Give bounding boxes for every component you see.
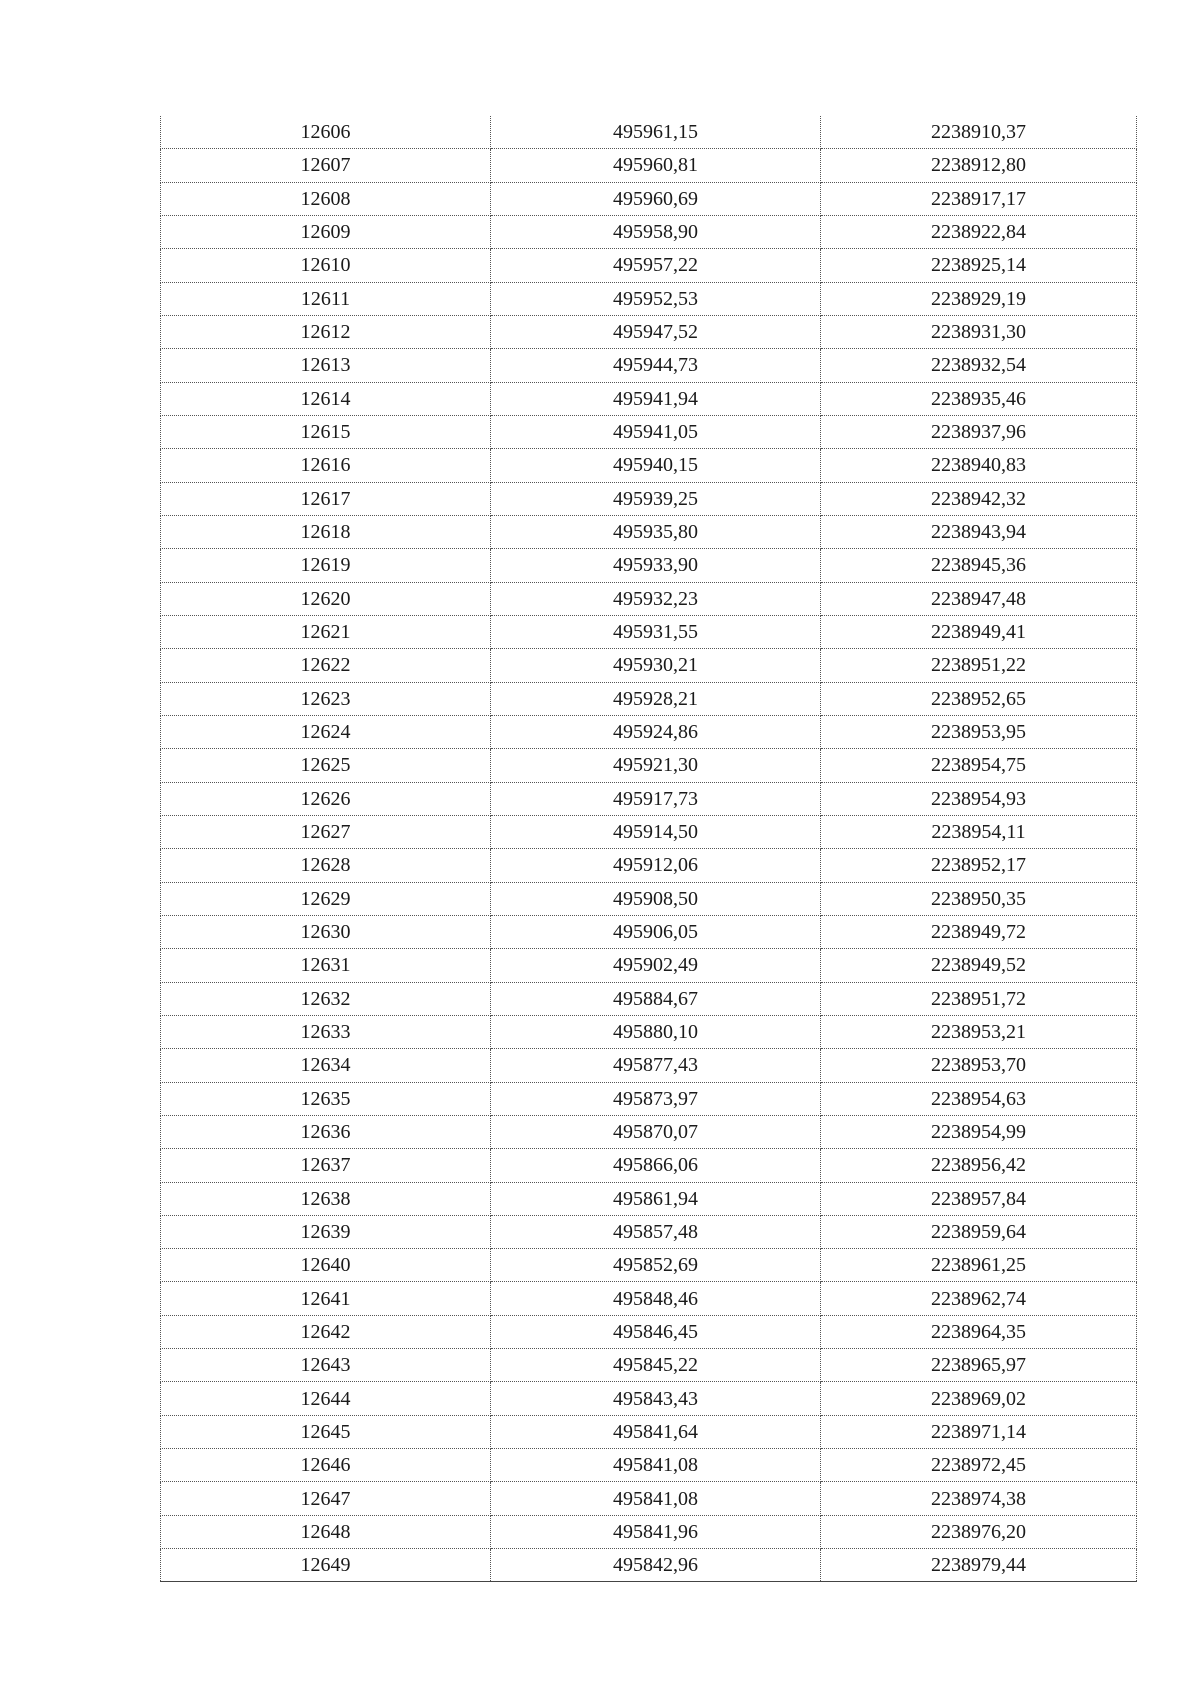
y-coordinate-cell: 2238950,35 bbox=[821, 882, 1137, 915]
point-number-cell: 12619 bbox=[161, 549, 491, 582]
table-row bbox=[161, 249, 1137, 282]
y-coordinate-cell: 2238943,94 bbox=[821, 515, 1137, 548]
point-number-cell: 12636 bbox=[161, 1115, 491, 1148]
y-coordinate-cell: 2238912,80 bbox=[821, 149, 1137, 182]
point-number-cell: 12630 bbox=[161, 915, 491, 948]
x-coordinate-cell: 495941,05 bbox=[491, 415, 821, 448]
table-row bbox=[161, 382, 1137, 415]
y-coordinate-cell: 2238957,84 bbox=[821, 1182, 1137, 1215]
point-number-cell: 12633 bbox=[161, 1015, 491, 1048]
x-coordinate-cell: 495924,86 bbox=[491, 715, 821, 748]
y-coordinate-cell: 2238952,65 bbox=[821, 682, 1137, 715]
point-number-cell: 12611 bbox=[161, 282, 491, 315]
table-row bbox=[161, 549, 1137, 582]
y-coordinate-cell: 2238974,38 bbox=[821, 1482, 1137, 1515]
table-row bbox=[161, 1249, 1137, 1282]
x-coordinate-cell: 495912,06 bbox=[491, 849, 821, 882]
x-coordinate-cell: 495841,96 bbox=[491, 1515, 821, 1548]
point-number-cell: 12622 bbox=[161, 649, 491, 682]
point-number-cell: 12606 bbox=[161, 116, 491, 149]
table-row bbox=[161, 1115, 1137, 1148]
table-row bbox=[161, 1349, 1137, 1382]
point-number-cell: 12625 bbox=[161, 749, 491, 782]
x-coordinate-cell: 495884,67 bbox=[491, 982, 821, 1015]
x-coordinate-cell: 495861,94 bbox=[491, 1182, 821, 1215]
y-coordinate-cell: 2238949,72 bbox=[821, 915, 1137, 948]
point-number-cell: 12649 bbox=[161, 1549, 491, 1582]
x-coordinate-cell: 495914,50 bbox=[491, 815, 821, 848]
table-row bbox=[161, 315, 1137, 348]
table-row bbox=[161, 782, 1137, 815]
point-number-cell: 12648 bbox=[161, 1515, 491, 1548]
table-row bbox=[161, 915, 1137, 948]
x-coordinate-cell: 495957,22 bbox=[491, 249, 821, 282]
table-row bbox=[161, 1282, 1137, 1315]
y-coordinate-cell: 2238956,42 bbox=[821, 1149, 1137, 1182]
x-coordinate-cell: 495873,97 bbox=[491, 1082, 821, 1115]
table-row bbox=[161, 649, 1137, 682]
table-row bbox=[161, 215, 1137, 248]
y-coordinate-cell: 2238940,83 bbox=[821, 449, 1137, 482]
x-coordinate-cell: 495960,69 bbox=[491, 182, 821, 215]
point-number-cell: 12631 bbox=[161, 949, 491, 982]
table-row bbox=[161, 1449, 1137, 1482]
x-coordinate-cell: 495841,64 bbox=[491, 1415, 821, 1448]
table-row bbox=[161, 1382, 1137, 1415]
point-number-cell: 12638 bbox=[161, 1182, 491, 1215]
x-coordinate-cell: 495866,06 bbox=[491, 1149, 821, 1182]
table-row bbox=[161, 1215, 1137, 1248]
x-coordinate-cell: 495843,43 bbox=[491, 1382, 821, 1415]
x-coordinate-cell: 495841,08 bbox=[491, 1449, 821, 1482]
x-coordinate-cell: 495941,94 bbox=[491, 382, 821, 415]
y-coordinate-cell: 2238945,36 bbox=[821, 549, 1137, 582]
point-number-cell: 12609 bbox=[161, 215, 491, 248]
table-row bbox=[161, 849, 1137, 882]
x-coordinate-cell: 495902,49 bbox=[491, 949, 821, 982]
y-coordinate-cell: 2238931,30 bbox=[821, 315, 1137, 348]
y-coordinate-cell: 2238954,93 bbox=[821, 782, 1137, 815]
y-coordinate-cell: 2238959,64 bbox=[821, 1215, 1137, 1248]
table-row bbox=[161, 116, 1137, 149]
y-coordinate-cell: 2238935,46 bbox=[821, 382, 1137, 415]
y-coordinate-cell: 2238962,74 bbox=[821, 1282, 1137, 1315]
point-number-cell: 12644 bbox=[161, 1382, 491, 1415]
point-number-cell: 12610 bbox=[161, 249, 491, 282]
point-number-cell: 12643 bbox=[161, 1349, 491, 1382]
x-coordinate-cell: 495930,21 bbox=[491, 649, 821, 682]
y-coordinate-cell: 2238953,70 bbox=[821, 1049, 1137, 1082]
y-coordinate-cell: 2238925,14 bbox=[821, 249, 1137, 282]
point-number-cell: 12615 bbox=[161, 415, 491, 448]
y-coordinate-cell: 2238969,02 bbox=[821, 1382, 1137, 1415]
table-row bbox=[161, 749, 1137, 782]
table-row bbox=[161, 982, 1137, 1015]
table-row bbox=[161, 582, 1137, 615]
x-coordinate-cell: 495932,23 bbox=[491, 582, 821, 615]
x-coordinate-cell: 495960,81 bbox=[491, 149, 821, 182]
point-number-cell: 12608 bbox=[161, 182, 491, 215]
point-number-cell: 12646 bbox=[161, 1449, 491, 1482]
point-number-cell: 12621 bbox=[161, 615, 491, 648]
point-number-cell: 12642 bbox=[161, 1315, 491, 1348]
coordinates-table-body bbox=[161, 116, 1137, 1582]
point-number-cell: 12639 bbox=[161, 1215, 491, 1248]
x-coordinate-cell: 495880,10 bbox=[491, 1015, 821, 1048]
y-coordinate-cell: 2238965,97 bbox=[821, 1349, 1137, 1382]
x-coordinate-cell: 495939,25 bbox=[491, 482, 821, 515]
table-row bbox=[161, 449, 1137, 482]
x-coordinate-cell: 495917,73 bbox=[491, 782, 821, 815]
table-row bbox=[161, 515, 1137, 548]
y-coordinate-cell: 2238951,72 bbox=[821, 982, 1137, 1015]
coordinates-table bbox=[160, 116, 1137, 1582]
table-row bbox=[161, 1515, 1137, 1548]
table-row bbox=[161, 1415, 1137, 1448]
y-coordinate-cell: 2238954,11 bbox=[821, 815, 1137, 848]
y-coordinate-cell: 2238949,52 bbox=[821, 949, 1137, 982]
table-row bbox=[161, 349, 1137, 382]
table-row bbox=[161, 182, 1137, 215]
point-number-cell: 12614 bbox=[161, 382, 491, 415]
y-coordinate-cell: 2238972,45 bbox=[821, 1449, 1137, 1482]
y-coordinate-cell: 2238947,48 bbox=[821, 582, 1137, 615]
x-coordinate-cell: 495958,90 bbox=[491, 215, 821, 248]
y-coordinate-cell: 2238922,84 bbox=[821, 215, 1137, 248]
table-row bbox=[161, 1049, 1137, 1082]
table-row bbox=[161, 1149, 1137, 1182]
x-coordinate-cell: 495908,50 bbox=[491, 882, 821, 915]
x-coordinate-cell: 495961,15 bbox=[491, 116, 821, 149]
table-row bbox=[161, 682, 1137, 715]
point-number-cell: 12641 bbox=[161, 1282, 491, 1315]
point-number-cell: 12617 bbox=[161, 482, 491, 515]
x-coordinate-cell: 495940,15 bbox=[491, 449, 821, 482]
x-coordinate-cell: 495952,53 bbox=[491, 282, 821, 315]
point-number-cell: 12637 bbox=[161, 1149, 491, 1182]
table-row bbox=[161, 1182, 1137, 1215]
x-coordinate-cell: 495906,05 bbox=[491, 915, 821, 948]
table-row bbox=[161, 615, 1137, 648]
x-coordinate-cell: 495846,45 bbox=[491, 1315, 821, 1348]
y-coordinate-cell: 2238971,14 bbox=[821, 1415, 1137, 1448]
table-row bbox=[161, 482, 1137, 515]
table-row bbox=[161, 415, 1137, 448]
point-number-cell: 12640 bbox=[161, 1249, 491, 1282]
x-coordinate-cell: 495845,22 bbox=[491, 1349, 821, 1382]
x-coordinate-cell: 495852,69 bbox=[491, 1249, 821, 1282]
y-coordinate-cell: 2238910,37 bbox=[821, 116, 1137, 149]
point-number-cell: 12635 bbox=[161, 1082, 491, 1115]
point-number-cell: 12613 bbox=[161, 349, 491, 382]
x-coordinate-cell: 495848,46 bbox=[491, 1282, 821, 1315]
y-coordinate-cell: 2238932,54 bbox=[821, 349, 1137, 382]
y-coordinate-cell: 2238979,44 bbox=[821, 1549, 1137, 1582]
x-coordinate-cell: 495921,30 bbox=[491, 749, 821, 782]
table-row bbox=[161, 282, 1137, 315]
y-coordinate-cell: 2238929,19 bbox=[821, 282, 1137, 315]
y-coordinate-cell: 2238954,99 bbox=[821, 1115, 1137, 1148]
point-number-cell: 12634 bbox=[161, 1049, 491, 1082]
y-coordinate-cell: 2238954,63 bbox=[821, 1082, 1137, 1115]
point-number-cell: 12645 bbox=[161, 1415, 491, 1448]
point-number-cell: 12632 bbox=[161, 982, 491, 1015]
table-row bbox=[161, 1482, 1137, 1515]
table-row bbox=[161, 1082, 1137, 1115]
point-number-cell: 12618 bbox=[161, 515, 491, 548]
point-number-cell: 12616 bbox=[161, 449, 491, 482]
point-number-cell: 12627 bbox=[161, 815, 491, 848]
x-coordinate-cell: 495928,21 bbox=[491, 682, 821, 715]
table-row bbox=[161, 1315, 1137, 1348]
point-number-cell: 12628 bbox=[161, 849, 491, 882]
point-number-cell: 12626 bbox=[161, 782, 491, 815]
x-coordinate-cell: 495877,43 bbox=[491, 1049, 821, 1082]
y-coordinate-cell: 2238976,20 bbox=[821, 1515, 1137, 1548]
y-coordinate-cell: 2238961,25 bbox=[821, 1249, 1137, 1282]
point-number-cell: 12620 bbox=[161, 582, 491, 615]
y-coordinate-cell: 2238942,32 bbox=[821, 482, 1137, 515]
x-coordinate-cell: 495870,07 bbox=[491, 1115, 821, 1148]
point-number-cell: 12647 bbox=[161, 1482, 491, 1515]
table-row bbox=[161, 882, 1137, 915]
y-coordinate-cell: 2238951,22 bbox=[821, 649, 1137, 682]
y-coordinate-cell: 2238949,41 bbox=[821, 615, 1137, 648]
y-coordinate-cell: 2238954,75 bbox=[821, 749, 1137, 782]
y-coordinate-cell: 2238952,17 bbox=[821, 849, 1137, 882]
x-coordinate-cell: 495857,48 bbox=[491, 1215, 821, 1248]
x-coordinate-cell: 495933,90 bbox=[491, 549, 821, 582]
x-coordinate-cell: 495842,96 bbox=[491, 1549, 821, 1582]
x-coordinate-cell: 495841,08 bbox=[491, 1482, 821, 1515]
x-coordinate-cell: 495947,52 bbox=[491, 315, 821, 348]
y-coordinate-cell: 2238937,96 bbox=[821, 415, 1137, 448]
y-coordinate-cell: 2238964,35 bbox=[821, 1315, 1137, 1348]
x-coordinate-cell: 495931,55 bbox=[491, 615, 821, 648]
point-number-cell: 12607 bbox=[161, 149, 491, 182]
point-number-cell: 12623 bbox=[161, 682, 491, 715]
table-row bbox=[161, 1015, 1137, 1048]
point-number-cell: 12624 bbox=[161, 715, 491, 748]
table-row bbox=[161, 815, 1137, 848]
table-row bbox=[161, 1549, 1137, 1582]
y-coordinate-cell: 2238953,95 bbox=[821, 715, 1137, 748]
point-number-cell: 12612 bbox=[161, 315, 491, 348]
point-number-cell: 12629 bbox=[161, 882, 491, 915]
table-row bbox=[161, 149, 1137, 182]
x-coordinate-cell: 495944,73 bbox=[491, 349, 821, 382]
table-row bbox=[161, 949, 1137, 982]
table-row bbox=[161, 715, 1137, 748]
x-coordinate-cell: 495935,80 bbox=[491, 515, 821, 548]
y-coordinate-cell: 2238953,21 bbox=[821, 1015, 1137, 1048]
y-coordinate-cell: 2238917,17 bbox=[821, 182, 1137, 215]
